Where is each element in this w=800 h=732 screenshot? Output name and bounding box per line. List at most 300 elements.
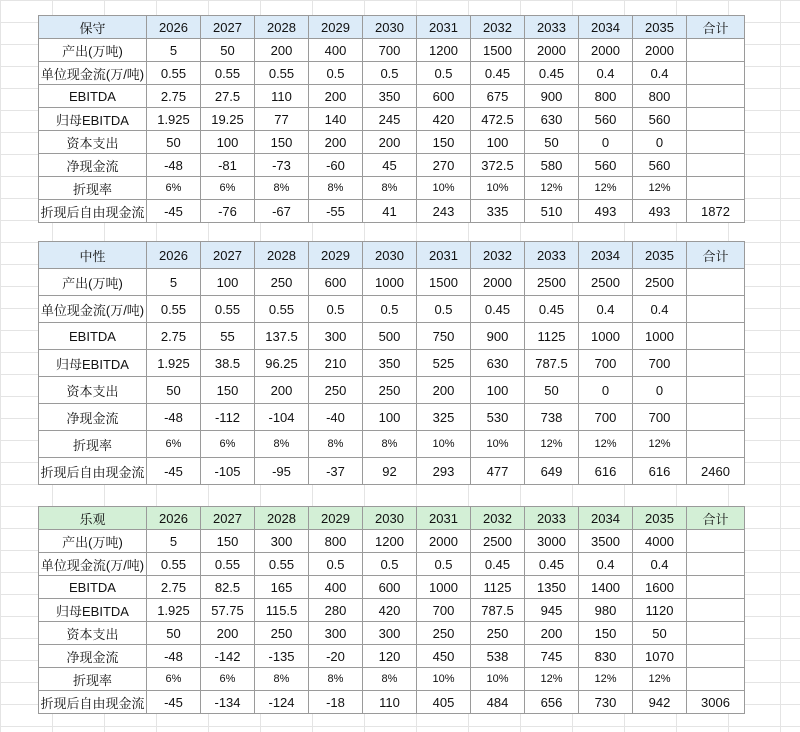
value-cell: 6% [201,177,255,200]
value-cell: 580 [525,154,579,177]
total-cell [687,154,745,177]
value-cell: 0.4 [579,62,633,85]
table-row [39,645,745,668]
value-cell: 1350 [525,576,579,599]
value-cell: 1200 [417,39,471,62]
value-cell: 55 [201,323,255,350]
value-cell: 0.55 [201,553,255,576]
value-cell: 150 [255,131,309,154]
value-cell: 525 [417,350,471,377]
value-cell: 41 [363,200,417,223]
value-cell: 8% [309,177,363,200]
value-cell: 10% [471,177,525,200]
value-cell: 0 [633,377,687,404]
value-cell: 830 [579,645,633,668]
value-cell: 12% [579,177,633,200]
value-cell: -112 [201,404,255,431]
value-cell: 250 [255,269,309,296]
value-cell: 50 [633,622,687,645]
total-cell [687,599,745,622]
total-cell [687,622,745,645]
value-cell: 200 [309,85,363,108]
value-cell: 400 [309,576,363,599]
value-cell: 8% [363,668,417,691]
year-header: 2033 [525,242,579,269]
value-cell: 250 [417,622,471,645]
year-header: 2030 [363,242,417,269]
table-row [39,599,745,622]
value-cell: 150 [201,530,255,553]
total-cell [687,39,745,62]
value-cell: 560 [579,108,633,131]
row-label: EBITDA [39,85,147,108]
table-row [39,154,745,177]
total-cell [687,323,745,350]
table-row [39,622,745,645]
value-cell: 0.5 [363,62,417,85]
value-cell: 500 [363,323,417,350]
value-cell: -18 [309,691,363,714]
value-cell: 0.5 [363,553,417,576]
year-header: 2034 [579,16,633,39]
value-cell: 600 [309,269,363,296]
value-cell: 6% [147,177,201,200]
value-cell: 0.55 [201,62,255,85]
year-header: 2030 [363,16,417,39]
value-cell: 1070 [633,645,687,668]
value-cell: -45 [147,458,201,485]
value-cell: 293 [417,458,471,485]
value-cell: 6% [147,431,201,458]
row-label: 折现率 [39,177,147,200]
value-cell: 50 [147,377,201,404]
row-label: 归母EBITDA [39,108,147,131]
scenario-name: 中性 [39,242,147,269]
value-cell: 250 [363,377,417,404]
row-label: 单位现金流(万/吨) [39,553,147,576]
year-header: 2032 [471,16,525,39]
value-cell: 372.5 [471,154,525,177]
value-cell: 300 [309,622,363,645]
table-row [39,553,745,576]
value-cell: 8% [363,431,417,458]
value-cell: 0.4 [633,296,687,323]
total-cell [687,296,745,323]
value-cell: 530 [471,404,525,431]
value-cell: 700 [633,404,687,431]
value-cell: -73 [255,154,309,177]
value-cell: 350 [363,350,417,377]
total-cell: 1872 [687,200,745,223]
value-cell: 10% [471,668,525,691]
value-cell: -40 [309,404,363,431]
row-label: EBITDA [39,576,147,599]
value-cell: 800 [633,85,687,108]
value-cell: 140 [309,108,363,131]
value-cell: 700 [579,350,633,377]
year-header: 2029 [309,16,363,39]
total-cell [687,553,745,576]
value-cell: 420 [417,108,471,131]
value-cell: 675 [471,85,525,108]
value-cell: 2500 [471,530,525,553]
total-cell [687,645,745,668]
value-cell: 165 [255,576,309,599]
value-cell: 477 [471,458,525,485]
value-cell: 12% [633,431,687,458]
value-cell: 150 [201,377,255,404]
value-cell: 616 [579,458,633,485]
year-header: 2031 [417,507,471,530]
value-cell: 0.55 [255,62,309,85]
value-cell: 300 [309,323,363,350]
table-row [39,131,745,154]
row-label: 资本支出 [39,622,147,645]
row-label: 产出(万吨) [39,39,147,62]
table-row [39,296,745,323]
value-cell: 472.5 [471,108,525,131]
value-cell: 2.75 [147,85,201,108]
value-cell: 0.45 [471,296,525,323]
value-cell: 560 [633,108,687,131]
value-cell: 6% [147,668,201,691]
value-cell: -48 [147,154,201,177]
header-row [39,16,745,39]
value-cell: 1500 [417,269,471,296]
value-cell: 300 [255,530,309,553]
value-cell: 0.5 [363,296,417,323]
scenario-table-conservative [38,15,745,223]
value-cell: 560 [633,154,687,177]
value-cell: 1000 [633,323,687,350]
value-cell: 787.5 [525,350,579,377]
value-cell: 738 [525,404,579,431]
year-header: 2026 [147,507,201,530]
total-cell: 3006 [687,691,745,714]
value-cell: 0.45 [471,553,525,576]
value-cell: 1.925 [147,350,201,377]
value-cell: 10% [417,668,471,691]
value-cell: 0.45 [525,296,579,323]
value-cell: -20 [309,645,363,668]
value-cell: 77 [255,108,309,131]
value-cell: -134 [201,691,255,714]
value-cell: 493 [579,200,633,223]
value-cell: 538 [471,645,525,668]
value-cell: 92 [363,458,417,485]
value-cell: 1000 [579,323,633,350]
value-cell: 10% [471,431,525,458]
value-cell: 0.45 [525,553,579,576]
value-cell: 750 [417,323,471,350]
row-label: 折现后自由现金流 [39,200,147,223]
value-cell: -76 [201,200,255,223]
value-cell: 1400 [579,576,633,599]
value-cell: -142 [201,645,255,668]
value-cell: 250 [309,377,363,404]
value-cell: -95 [255,458,309,485]
year-header: 2027 [201,242,255,269]
value-cell: 45 [363,154,417,177]
value-cell: 12% [633,177,687,200]
year-header: 2028 [255,507,309,530]
value-cell: 335 [471,200,525,223]
table-row [39,350,745,377]
total-cell [687,177,745,200]
value-cell: -67 [255,200,309,223]
value-cell: 120 [363,645,417,668]
scenario-table-neutral [38,241,745,485]
value-cell: 1.925 [147,599,201,622]
value-cell: 0.55 [255,553,309,576]
table-row [39,377,745,404]
year-header: 2027 [201,507,255,530]
value-cell: 745 [525,645,579,668]
value-cell: 12% [525,668,579,691]
value-cell: 493 [633,200,687,223]
value-cell: 50 [147,131,201,154]
table-row [39,691,745,714]
table-row [39,576,745,599]
value-cell: 0 [579,131,633,154]
value-cell: 1200 [363,530,417,553]
value-cell: -105 [201,458,255,485]
value-cell: 57.75 [201,599,255,622]
total-cell [687,131,745,154]
value-cell: -60 [309,154,363,177]
value-cell: 325 [417,404,471,431]
value-cell: 900 [471,323,525,350]
value-cell: 560 [579,154,633,177]
value-cell: 0.5 [309,62,363,85]
value-cell: 2.75 [147,323,201,350]
year-header: 2035 [633,16,687,39]
value-cell: 5 [147,530,201,553]
value-cell: 945 [525,599,579,622]
value-cell: 484 [471,691,525,714]
value-cell: 5 [147,39,201,62]
year-header: 2034 [579,242,633,269]
value-cell: 200 [255,377,309,404]
total-cell [687,85,745,108]
value-cell: 8% [309,668,363,691]
value-cell: 100 [471,131,525,154]
table-row [39,62,745,85]
value-cell: 1120 [633,599,687,622]
row-label: 净现金流 [39,645,147,668]
value-cell: 2500 [633,269,687,296]
value-cell: 2000 [579,39,633,62]
year-header: 2031 [417,242,471,269]
value-cell: 600 [417,85,471,108]
value-cell: 243 [417,200,471,223]
value-cell: 0.5 [417,553,471,576]
row-label: 折现率 [39,668,147,691]
total-cell [687,668,745,691]
value-cell: 200 [525,622,579,645]
value-cell: 0.55 [147,62,201,85]
value-cell: 12% [633,668,687,691]
total-cell [687,269,745,296]
value-cell: 150 [579,622,633,645]
table-row [39,85,745,108]
value-cell: 0 [579,377,633,404]
value-cell: -37 [309,458,363,485]
value-cell: 2000 [633,39,687,62]
table-row [39,177,745,200]
value-cell: 100 [471,377,525,404]
value-cell: 0.5 [309,553,363,576]
table-row [39,431,745,458]
value-cell: 3000 [525,530,579,553]
value-cell: 3500 [579,530,633,553]
value-cell: 100 [201,269,255,296]
value-cell: 405 [417,691,471,714]
total-cell [687,530,745,553]
value-cell: -55 [309,200,363,223]
value-cell: 210 [309,350,363,377]
value-cell: -48 [147,404,201,431]
value-cell: 6% [201,668,255,691]
value-cell: 200 [309,131,363,154]
year-header: 2035 [633,242,687,269]
value-cell: 115.5 [255,599,309,622]
value-cell: 300 [363,622,417,645]
value-cell: 38.5 [201,350,255,377]
value-cell: 8% [255,431,309,458]
value-cell: -45 [147,691,201,714]
value-cell: 630 [525,108,579,131]
value-cell: -48 [147,645,201,668]
value-cell: 200 [255,39,309,62]
value-cell: 12% [579,431,633,458]
row-label: 资本支出 [39,377,147,404]
row-label: 折现后自由现金流 [39,458,147,485]
value-cell: 1600 [633,576,687,599]
row-label: 产出(万吨) [39,530,147,553]
value-cell: 270 [417,154,471,177]
value-cell: 0.5 [417,62,471,85]
value-cell: 1.925 [147,108,201,131]
total-header: 合计 [687,507,745,530]
value-cell: 510 [525,200,579,223]
value-cell: 50 [525,131,579,154]
value-cell: 0.4 [579,296,633,323]
value-cell: 50 [201,39,255,62]
year-header: 2032 [471,507,525,530]
value-cell: 245 [363,108,417,131]
value-cell: 8% [363,177,417,200]
value-cell: 200 [417,377,471,404]
value-cell: 800 [309,530,363,553]
year-header: 2028 [255,242,309,269]
table-row [39,39,745,62]
value-cell: 700 [633,350,687,377]
value-cell: 8% [255,177,309,200]
total-cell: 2460 [687,458,745,485]
value-cell: 900 [525,85,579,108]
value-cell: 10% [417,177,471,200]
value-cell: 0.55 [201,296,255,323]
total-cell [687,108,745,131]
value-cell: 0.4 [579,553,633,576]
value-cell: 1000 [417,576,471,599]
value-cell: 0.4 [633,553,687,576]
value-cell: 110 [363,691,417,714]
value-cell: 350 [363,85,417,108]
value-cell: 137.5 [255,323,309,350]
value-cell: -135 [255,645,309,668]
value-cell: 27.5 [201,85,255,108]
value-cell: 420 [363,599,417,622]
row-label: 折现后自由现金流 [39,691,147,714]
value-cell: 8% [309,431,363,458]
value-cell: 250 [255,622,309,645]
year-header: 2035 [633,507,687,530]
value-cell: 2500 [579,269,633,296]
header-row [39,507,745,530]
total-cell [687,431,745,458]
value-cell: 0.45 [525,62,579,85]
value-cell: -124 [255,691,309,714]
value-cell: 942 [633,691,687,714]
row-label: 净现金流 [39,404,147,431]
value-cell: 250 [471,622,525,645]
table-row [39,108,745,131]
value-cell: 8% [255,668,309,691]
value-cell: 800 [579,85,633,108]
year-header: 2030 [363,507,417,530]
value-cell: 0.5 [309,296,363,323]
table-row [39,530,745,553]
value-cell: 280 [309,599,363,622]
header-row [39,242,745,269]
total-cell [687,377,745,404]
value-cell: 2000 [525,39,579,62]
value-cell: 0.55 [147,553,201,576]
year-header: 2029 [309,242,363,269]
table-row [39,323,745,350]
value-cell: 50 [525,377,579,404]
row-label: 单位现金流(万/吨) [39,62,147,85]
value-cell: 0.55 [147,296,201,323]
table-row [39,668,745,691]
value-cell: 630 [471,350,525,377]
table-row [39,269,745,296]
value-cell: 656 [525,691,579,714]
year-header: 2028 [255,16,309,39]
value-cell: 1500 [471,39,525,62]
value-cell: 2000 [471,269,525,296]
year-header: 2029 [309,507,363,530]
total-cell [687,62,745,85]
value-cell: -45 [147,200,201,223]
value-cell: 150 [417,131,471,154]
year-header: 2026 [147,16,201,39]
value-cell: -81 [201,154,255,177]
value-cell: 12% [579,668,633,691]
value-cell: 400 [309,39,363,62]
value-cell: 1125 [525,323,579,350]
value-cell: 0 [633,131,687,154]
value-cell: 2000 [417,530,471,553]
table-row [39,200,745,223]
value-cell: 730 [579,691,633,714]
value-cell: 19.25 [201,108,255,131]
value-cell: 50 [147,622,201,645]
value-cell: 0.4 [633,62,687,85]
row-label: 产出(万吨) [39,269,147,296]
